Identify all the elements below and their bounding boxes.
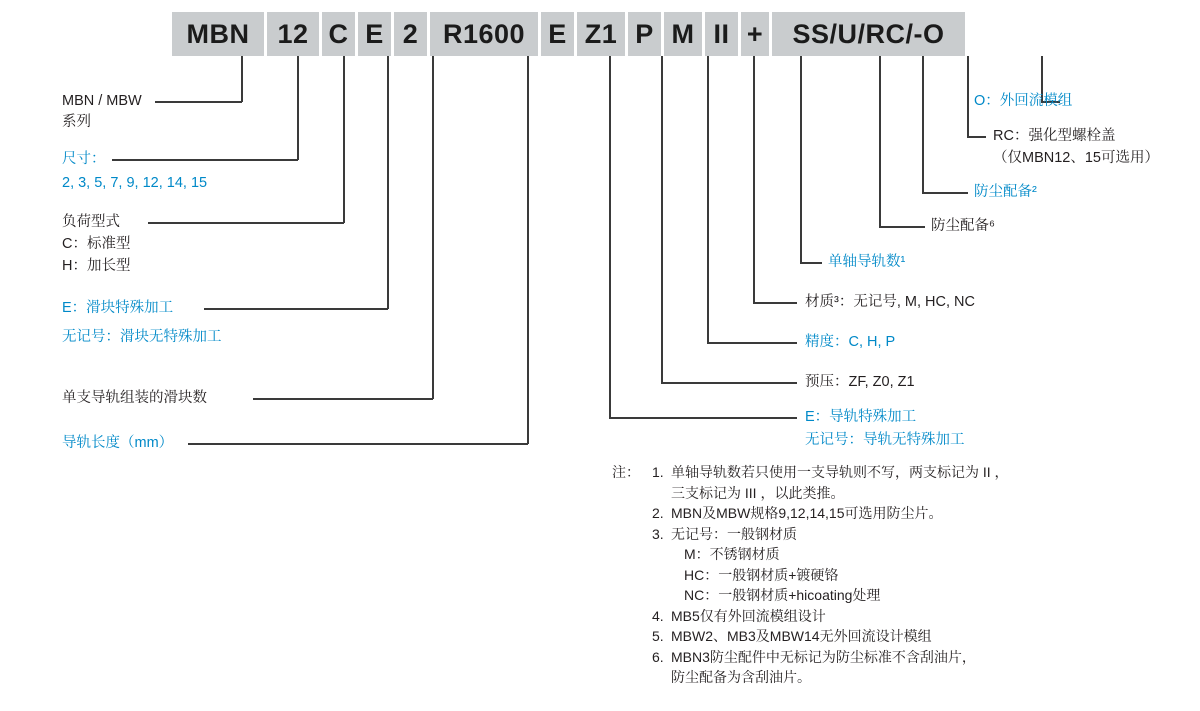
leader-line-rc-vertical <box>967 56 969 137</box>
leader-line-block-count-vertical <box>432 56 434 399</box>
note-item <box>652 647 1172 688</box>
note-item <box>652 606 1172 627</box>
leader-line-dust6-horizontal <box>879 226 925 228</box>
note-line: MB5仅有外回流模组设计 <box>671 607 826 624</box>
label-size-values: 2, 3, 5, 7, 9, 12, 14, 15 <box>62 175 208 191</box>
leader-line-accuracy-vertical <box>707 56 709 343</box>
leader-line-block-count-horizontal <box>253 398 433 400</box>
leader-line-load-vertical <box>343 56 345 223</box>
label-series-line2: 系列 <box>62 114 91 130</box>
note-line: HC：一般钢材质+镀硬铬 <box>684 566 839 583</box>
label-block-count: 单支导轨组装的滑块数 <box>62 390 207 406</box>
note-body <box>671 503 943 524</box>
label-outer-circulation: O：外回流模组 <box>974 93 1073 109</box>
leader-line-axis-count-vertical <box>800 56 802 263</box>
leader-line-axis-count-horizontal <box>800 262 822 264</box>
label-rail-none: 无记号：导轨无特殊加工 <box>805 432 965 448</box>
label-block-special: E：滑块特殊加工 <box>62 300 174 316</box>
notes-title: 注： <box>612 464 640 480</box>
note-item <box>652 503 1172 524</box>
code-cell-options: SS/U/RC/-O <box>772 12 965 56</box>
label-dust-6-text: 防尘配备⁶ <box>931 218 995 234</box>
leader-line-material-horizontal <box>753 302 797 304</box>
note-line: MBN3防尘配件中无标记为防尘标准不含刮油片， <box>671 648 976 665</box>
leader-line-load-horizontal <box>148 222 344 224</box>
note-body <box>671 626 932 647</box>
leader-line-rail-special-vertical <box>609 56 611 418</box>
code-cell-series: MBN <box>172 12 264 56</box>
leader-line-rail-special-horizontal <box>609 417 797 419</box>
label-accuracy: 精度：C, H, P <box>805 334 896 350</box>
leader-line-series-vertical <box>241 56 243 102</box>
note-number: 3. <box>652 525 664 542</box>
leader-line-series-horizontal <box>155 101 242 103</box>
note-number: 6. <box>652 648 664 665</box>
note-line: 三支标记为 III ，以此类推。 <box>671 484 845 501</box>
note-number: 4. <box>652 607 664 624</box>
leader-line-material-vertical <box>753 56 755 303</box>
leader-line-dust6-vertical <box>879 56 881 227</box>
leader-line-rail-length-horizontal <box>188 443 528 445</box>
leader-line-accuracy-horizontal <box>707 342 797 344</box>
code-cell-block-count: 2 <box>394 12 427 56</box>
label-load-title: 负荷型式 <box>62 214 120 230</box>
leader-line-block-special-vertical <box>387 56 389 309</box>
code-cell-rail-special: E <box>541 12 574 56</box>
leader-line-size-vertical <box>297 56 299 160</box>
note-item <box>652 524 1172 606</box>
leader-line-rc-horizontal <box>967 136 986 138</box>
note-body <box>671 524 880 606</box>
note-line: 防尘配备为含刮油片。 <box>671 669 811 685</box>
note-line: MBN及MBW规格9,12,14,15可选用防尘片。 <box>671 505 943 521</box>
code-cell-material: M <box>664 12 702 56</box>
code-cell-preload: Z1 <box>577 12 625 56</box>
note-line: 无记号：一般钢材质 <box>671 525 797 542</box>
label-block-none: 无记号：滑块无特殊加工 <box>62 329 222 345</box>
label-dust-2-text: 防尘配备² <box>974 184 1037 200</box>
label-axis-count: 单轴导轨数¹ <box>828 254 906 270</box>
label-load-c: C：标准型 <box>62 236 131 252</box>
label-rail-length: 导轨长度（mm） <box>62 435 174 451</box>
note-line: 单轴导轨数若只使用一支导轨则不写，两支标记为 II ， <box>671 464 1009 480</box>
code-cell-block-special: E <box>358 12 391 56</box>
note-line: M：不锈钢材质 <box>684 546 780 562</box>
note-number: 2. <box>652 505 664 521</box>
note-body <box>671 606 826 627</box>
label-rail-special: E：导轨特殊加工 <box>805 409 917 425</box>
code-cell-accuracy: P <box>628 12 661 56</box>
label-size-title: 尺寸： <box>62 151 106 167</box>
leader-line-dust2-horizontal <box>922 192 968 194</box>
label-dust-2 <box>974 182 1037 203</box>
code-cell-axis-count: II <box>705 12 738 56</box>
note-item <box>652 626 1172 647</box>
note-line: MBW2、MB3及MBW14无外回流设计模组 <box>671 628 932 644</box>
leader-line-block-special-horizontal <box>204 308 388 310</box>
leader-line-rail-length-vertical <box>527 56 529 444</box>
note-body <box>671 647 976 688</box>
notes-list <box>652 462 1172 688</box>
leader-line-size-horizontal <box>112 159 298 161</box>
leader-line-dust2-vertical <box>922 56 924 193</box>
leader-line-preload-horizontal <box>661 382 797 384</box>
label-dust-6 <box>931 216 995 237</box>
model-code-row <box>172 12 965 56</box>
code-cell-plus: + <box>741 12 769 56</box>
note-line: NC：一般钢材质+hicoating处理 <box>684 587 881 603</box>
note-body <box>671 462 1009 503</box>
label-load-h: H：加长型 <box>62 258 131 274</box>
label-rc-line2: （仅MBN12、15可选用） <box>993 150 1159 166</box>
label-rc-line1: RC：强化型螺栓盖 <box>993 128 1116 144</box>
label-preload: 预压：ZF, Z0, Z1 <box>805 374 915 390</box>
code-cell-load-type: C <box>322 12 355 56</box>
note-number: 1. <box>652 464 664 480</box>
label-series-line1: MBN / MBW <box>62 93 142 109</box>
leader-line-preload-vertical <box>661 56 663 383</box>
code-cell-size: 12 <box>267 12 319 56</box>
note-item <box>652 462 1172 503</box>
label-material: 材质³：无记号, M, HC, NC <box>805 294 975 310</box>
note-number: 5. <box>652 628 664 644</box>
code-cell-rail-length: R1600 <box>430 12 538 56</box>
